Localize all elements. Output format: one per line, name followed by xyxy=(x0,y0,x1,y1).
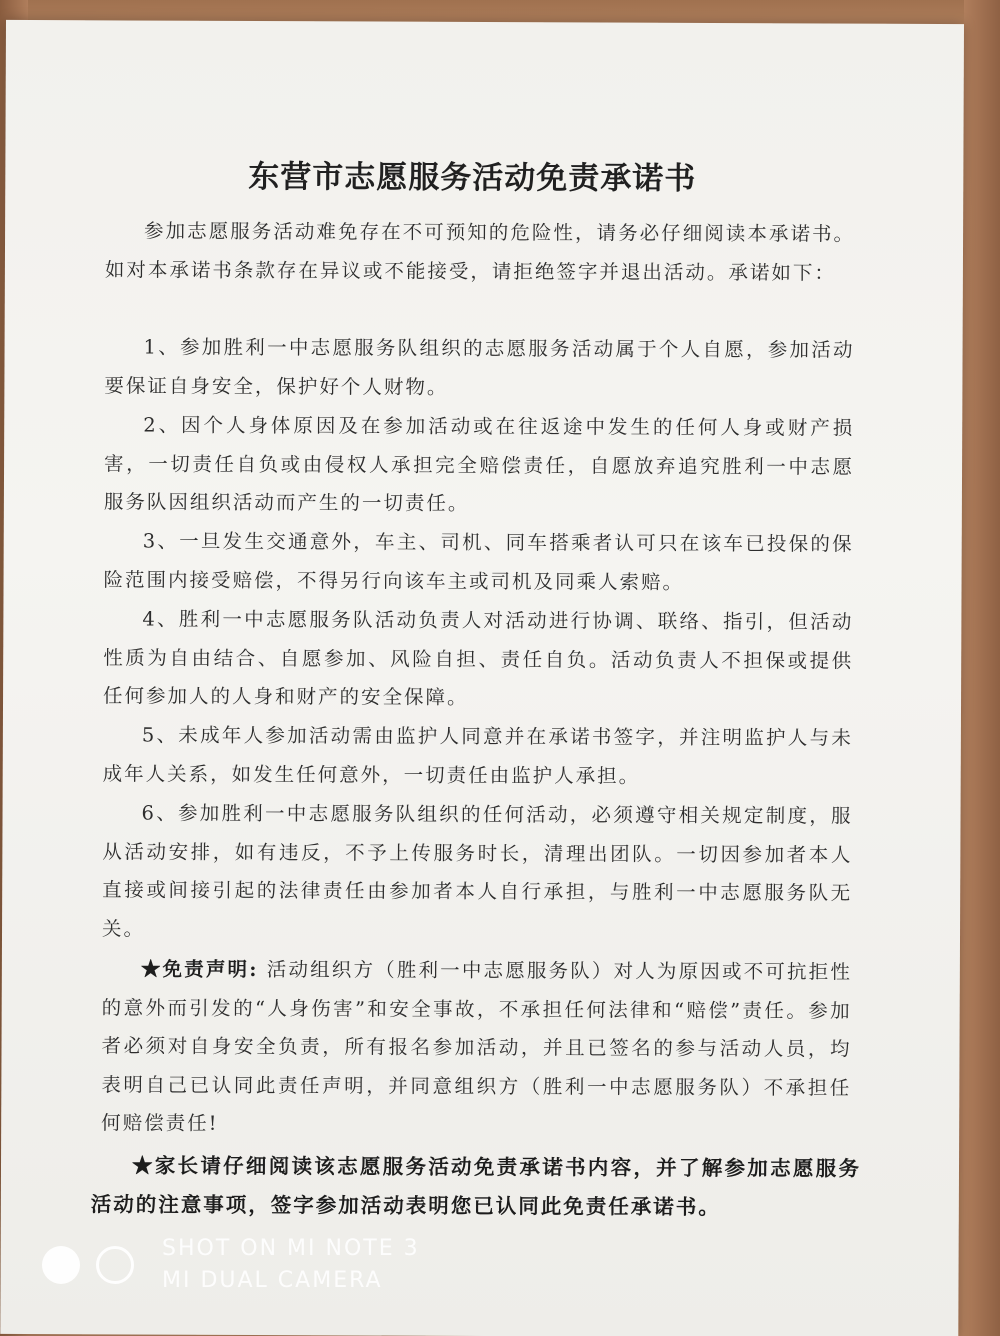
intro-paragraph: 参加志愿服务活动难免存在不可预知的危险性，请务必仔细阅读本承诺书。如对本承诺书条款存在异议或不能接受，请拒绝签字并退出活动。承诺如下： xyxy=(104,219,856,285)
clause-5: 5、未成年人参加活动需由监护人同意并在承诺书签字，并注明监护人与未成年人关系，如发生任何意外，一切责任由监护人承担。 xyxy=(102,723,853,788)
closing-paragraph: ★家长请仔细阅读该志愿服务活动免责承诺书内容，并了解参加志愿服务活动的注意事项，签字参加活动表明您已认同此免责任承诺书。 xyxy=(90,1153,862,1220)
paper-sheet xyxy=(0,20,964,1336)
disclaimer-lead: ★免责声明: xyxy=(140,957,259,982)
clause-3: 3、一旦发生交通意外，车主、司机、同车搭乘者认可只在该车已投保的保险范围内接受赔偿，不得另行向该车主或司机及同乘人索赔。 xyxy=(103,529,854,594)
watermark-line-1: SHOT ON MI NOTE 3 xyxy=(162,1236,420,1261)
clause-1: 1、参加胜利一中志愿服务队组织的志愿服务活动属于个人自愿，参加活动要保证自身安全，保护好个人财物。 xyxy=(104,335,855,399)
watermark-ring-dot-icon xyxy=(96,1246,134,1284)
watermark-line-2: MI DUAL CAMERA xyxy=(162,1268,383,1293)
clause-4: 4、胜利一中志愿服务队活动负责人对活动进行协调、联络、指引，但活动性质为自由结合、自愿参加、风险自担、责任自负。活动负责人不担保或提供任何参加人的人身和财产的安全保障。 xyxy=(103,607,854,709)
disclaimer-text: 活动组织方（胜利一中志愿服务队）对人为原因或不可抗拒性的意外而引发的“人身伤害”和安全事故，不承担任何法律和“赔偿”责任。参加者必须对自身安全负责，所有报名参加活动，并且已签名的参与活动人员，均表明自己已认同此责任声明，并同意组织方（胜利一中志愿服务队）不承担任何赔偿责任! xyxy=(101,958,852,1135)
disclaimer-paragraph xyxy=(101,950,852,1146)
clause-6: 6、参加胜利一中志愿服务队组织的任何活动，必须遵守相关规定制度，服从活动安排，如有违反，不予上传服务时长，清理出团队。一切因参加者本人直接或间接引起的法律责任由参加者本人自行承担，与胜利一中志愿服务队无关。 xyxy=(101,801,853,941)
clause-2: 2、因个人身体原因及在参加活动或在往返途中发生的任何人身或财产损害，一切责任自负或由侵权人承担完全赔偿责任，自愿放弃追究胜利一中志愿服务队因组织活动而产生的一切责任。 xyxy=(103,413,855,515)
document-title: 东营市志愿服务活动免责承诺书 xyxy=(248,158,697,197)
table-surface-right xyxy=(964,0,1000,1336)
watermark-filled-dot-icon xyxy=(42,1246,80,1284)
camera-watermark xyxy=(40,1236,460,1308)
